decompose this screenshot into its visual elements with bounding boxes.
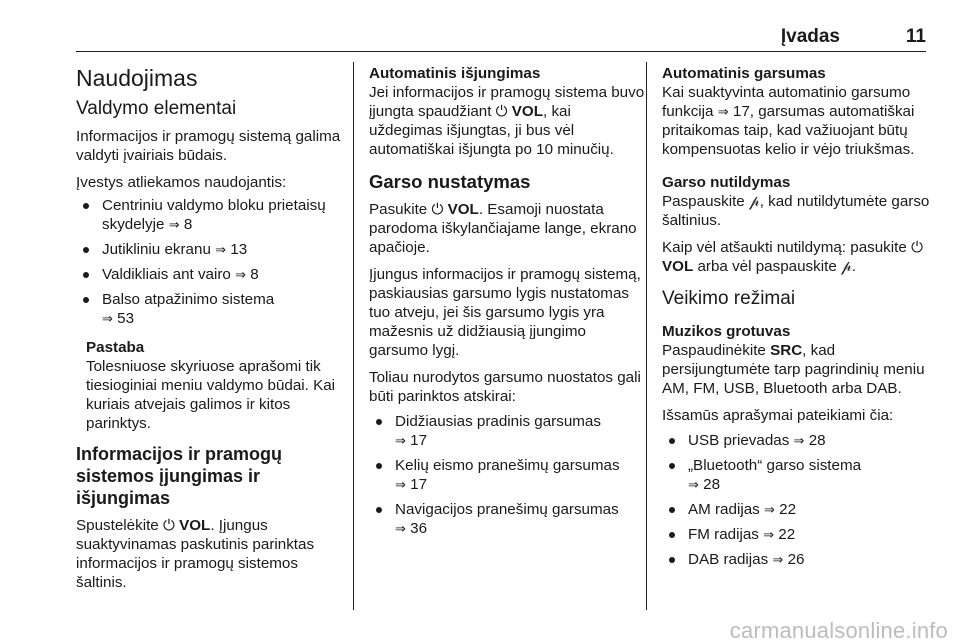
arrow-right-icon: ⇒ [793,433,805,448]
section-heading: Informacijos ir pramogų sistemos įjungimas ir išjungimas [76,444,283,508]
paragraph: Paspauskite 𝓅, kad nutildytumėte garso šaltinius. [662,193,930,229]
section-heading: Valdymo elementai [76,98,237,119]
subheading: Muzikos grotuvas [662,323,791,340]
header-rule [76,51,926,52]
mute-icon: 𝓅 [748,193,760,210]
paragraph: Pasukite ⏻ VOL. Esamoji nuostata parodoma iškylančiajame lange, ekrano apačioje. [369,201,637,256]
arrow-right-icon: ⇒ [395,433,406,448]
paragraph: Kaip vėl atšaukti nutildymą: pasukite ⏻ VOL arba vėl paspauskite 𝓅. [662,239,923,275]
page-reference[interactable]: ⇒ 17 [395,476,428,493]
arrow-right-icon: ⇒ [235,267,247,282]
list-item [662,456,930,494]
arrow-right-icon: ⇒ [395,477,406,492]
note-title: Pastaba [86,339,145,356]
mute-icon: 𝓅 [841,258,852,275]
list-item [369,456,645,494]
list-item-text: Didžiausias pradinis garsumas [395,413,601,430]
list-item [76,290,348,328]
list-item-text: DAB radijas [688,551,769,568]
page-reference[interactable]: ⇒ 17 [395,432,428,449]
paragraph: Informacijos ir pramogų sistemą galima valdyti įvairiais būdais. [76,128,341,164]
paragraph: Įvestys atliekamos naudojantis: [76,174,287,191]
arrow-right-icon: ⇒ [215,242,227,257]
paragraph: Toliau nurodytos garsumo nuostatos gali būti parinktos atskirai: [369,369,641,405]
paragraph: Paspaudinėkite SRC, kad persijungtumėte tarp pagrindinių meniu AM, FM, USB, Bluetooth arba DAB. [662,342,925,397]
column-2 [369,64,645,544]
vol-label: VOL [447,201,479,218]
column-divider [646,62,647,610]
list-item [369,412,645,450]
page-reference[interactable]: ⇒ 13 [215,241,248,258]
page-reference[interactable]: ⇒ 22 [763,501,797,518]
arrow-right-icon: ⇒ [395,521,406,536]
arrow-right-icon: ⇒ [168,217,180,232]
subheading: Automatinis išjungimas [369,65,541,82]
power-icon: ⏻ [431,201,444,218]
vol-label: VOL [662,258,694,275]
chapter-title: Įvadas [780,26,840,47]
list-item [76,265,348,284]
page-reference[interactable]: ⇒ 28 [688,476,721,493]
list-item-text: USB prievadas [688,432,790,449]
list-item-text: Balso atpažinimo sistema [102,291,275,308]
column-divider [353,62,354,610]
subheading: Garso nutildymas [662,174,791,191]
page-number: 11 [905,26,926,47]
list-item-text: Kelių eismo pranešimų garsumas [395,457,620,474]
list-item-text: „Bluetooth“ garso sistema [688,457,862,474]
page-reference[interactable]: ⇒ 53 [102,310,135,327]
page-reference[interactable]: ⇒ 28 [793,432,826,449]
paragraph: Jei informacijos ir pramogų sistema buvo įjungta spaudžiant ⏻ VOL, kai uždegimas išjungtas, ji bus vėl automatiškai išjungta po 10 minučių. [369,84,645,158]
power-icon: ⏻ [495,103,508,120]
power-icon: ⏻ [911,239,923,256]
page-title: Naudojimas [76,65,198,91]
note-text: Tolesniuose skyriuose aprašomi tik tiesioginiai meniu valdymo būdai. Kai kuriais atvejais galimos ir kitos parinktys. [86,358,336,432]
list-item [662,550,930,569]
page-reference[interactable]: ⇒ 22 [763,526,796,543]
list-item [369,500,645,538]
paragraph: Kai suaktyvinta automatinio garsumo funkcija ⇒ 17, garsumas automatiškai pritaikomas taip, kad važiuojant būtų kompensuotas kelio ir vėjo triukšmas. [662,84,915,158]
list-item [662,525,930,544]
arrow-right-icon: ⇒ [772,552,784,567]
list-item [662,500,930,519]
column-1 [76,64,348,600]
paragraph: Spustelėkite ⏻ VOL. Įjungus suaktyvinamas paskutinis parinktas informacijos ir pramogų sistemos šaltinis. [76,517,315,591]
list-item [76,240,348,259]
column-3 [662,64,930,575]
arrow-right-icon: ⇒ [763,502,775,517]
page-reference[interactable]: ⇒ 36 [395,520,428,537]
note-box [76,338,348,433]
list-item-text: AM radijas [688,501,760,518]
vol-label: VOL [511,103,544,120]
arrow-right-icon: ⇒ [763,527,775,542]
list-item-text: Centriniu valdymo bloku prietaisų skydelyje [102,197,326,233]
paragraph: Įjungus informacijos ir pramogų sistemą, paskiausias garsumo lygis nustatomas tuo atveju, jei šis garsumo lygis yra mažesnis už didžiausią įjungimo garsumo lygį. [369,266,641,359]
page-header [0,27,926,51]
list-item-text: Valdikliais ant vairo [102,266,231,283]
section-heading: Garso nustatymas [369,171,531,192]
watermark: carmanualsonline.info [729,618,948,643]
list-item [76,196,348,234]
page-reference[interactable]: ⇒ 8 [168,216,193,233]
src-label: SRC [770,342,803,359]
page-reference[interactable]: ⇒ 8 [235,266,259,283]
list-item-text: FM radijas [688,526,759,543]
arrow-right-icon: ⇒ [717,104,729,119]
list-item [662,431,930,450]
arrow-right-icon: ⇒ [688,477,699,492]
list-item-text: Jutikliniu ekranu [102,241,211,258]
page-reference[interactable]: ⇒ 26 [772,551,805,568]
paragraph: Išsamūs aprašymai pateikiami čia: [662,407,894,424]
page-reference[interactable]: ⇒ 17 [717,103,750,120]
section-heading: Veikimo režimai [662,288,796,309]
list-item-text: Navigacijos pranešimų garsumas [395,501,619,518]
subheading: Automatinis garsumas [662,65,826,82]
power-icon: ⏻ [162,517,175,534]
arrow-right-icon: ⇒ [102,311,113,326]
vol-label: VOL [179,517,211,534]
